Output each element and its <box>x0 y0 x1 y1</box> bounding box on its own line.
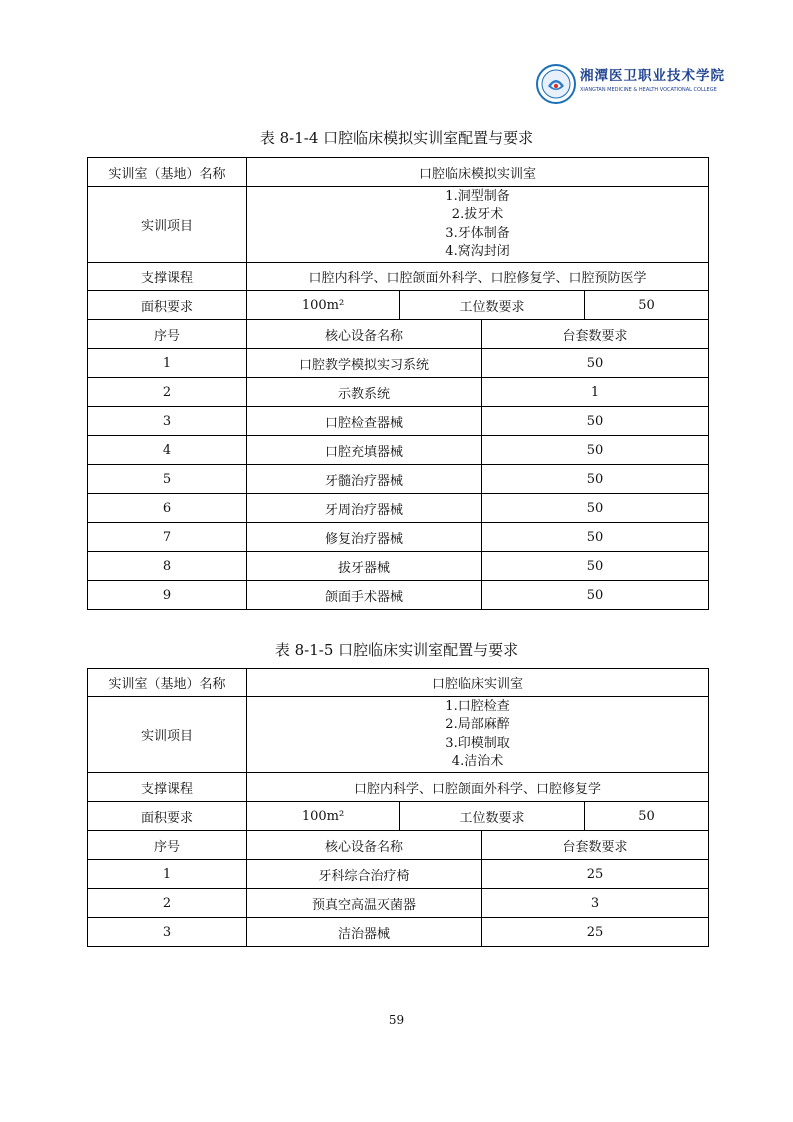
row-equipment: 拔牙器械 <box>247 552 482 581</box>
table-row <box>88 494 709 523</box>
row-quantity: 50 <box>482 494 709 523</box>
training-item: 1.洞型制备 <box>445 188 510 204</box>
college-header <box>580 64 730 93</box>
table-caption: 表 8-1-4 口腔临床模拟实训室配置与要求 <box>259 129 534 147</box>
column-header-quantity: 台套数要求 <box>482 320 709 349</box>
row-quantity: 50 <box>482 552 709 581</box>
row-quantity: 25 <box>482 860 709 889</box>
row-equipment: 牙科综合治疗椅 <box>247 860 482 889</box>
row-equipment: 颌面手术器械 <box>247 581 482 610</box>
college-name: 湘潭医卫职业技术学院 <box>580 68 725 84</box>
college-name-en: XIANGTAN MEDICINE & HEALTH VOCATIONAL COLLEGE <box>580 87 717 93</box>
config-table-clinical-lab <box>87 668 709 947</box>
table-row <box>88 860 709 889</box>
page-number: 59 <box>388 1013 405 1027</box>
row-equipment: 口腔充填器械 <box>247 436 482 465</box>
table-row <box>88 889 709 918</box>
row-seq: 2 <box>88 378 247 407</box>
area-value: 100m² <box>247 802 400 831</box>
table-row <box>88 349 709 378</box>
row-equipment: 洁治器械 <box>247 918 482 947</box>
college-logo-icon <box>536 64 576 104</box>
stations-value: 50 <box>585 291 709 320</box>
training-items-list <box>247 697 709 773</box>
lab-name-label: 实训室（基地）名称 <box>88 669 247 697</box>
table-row <box>88 581 709 610</box>
table-row <box>88 378 709 407</box>
training-items-label: 实训项目 <box>88 697 247 773</box>
stations-label: 工位数要求 <box>400 291 585 320</box>
row-seq: 5 <box>88 465 247 494</box>
lab-name-label: 实训室（基地）名称 <box>88 158 247 187</box>
row-quantity: 50 <box>482 465 709 494</box>
table-row <box>88 407 709 436</box>
table-row <box>88 523 709 552</box>
courses-value: 口腔内科学、口腔颌面外科学、口腔修复学、口腔预防医学 <box>247 263 709 291</box>
table-caption: 表 8-1-5 口腔临床实训室配置与要求 <box>274 641 519 659</box>
training-item: 2.局部麻醉 <box>445 717 510 732</box>
column-header-seq: 序号 <box>88 831 247 860</box>
training-item: 4.窝沟封闭 <box>445 244 510 259</box>
stations-value: 50 <box>585 802 709 831</box>
row-equipment: 修复治疗器械 <box>247 523 482 552</box>
row-quantity: 25 <box>482 918 709 947</box>
row-equipment: 预真空高温灭菌器 <box>247 889 482 918</box>
column-header-quantity: 台套数要求 <box>482 831 709 860</box>
row-equipment: 牙髓治疗器械 <box>247 465 482 494</box>
column-header-equipment: 核心设备名称 <box>247 831 482 860</box>
courses-label: 支撑课程 <box>88 263 247 291</box>
training-items-list <box>247 187 709 263</box>
row-quantity: 50 <box>482 407 709 436</box>
row-seq: 3 <box>88 918 247 947</box>
area-label: 面积要求 <box>88 802 247 831</box>
config-table-simulation-lab <box>87 157 709 610</box>
courses-label: 支撑课程 <box>88 773 247 802</box>
courses-value: 口腔内科学、口腔颌面外科学、口腔修复学 <box>247 773 709 802</box>
lab-name-value: 口腔临床实训室 <box>247 669 709 697</box>
row-seq: 9 <box>88 581 247 610</box>
training-item: 3.印模制取 <box>445 735 510 751</box>
row-quantity: 50 <box>482 349 709 378</box>
row-equipment: 口腔教学模拟实习系统 <box>247 349 482 378</box>
row-seq: 7 <box>88 523 247 552</box>
training-item: 1.口腔检查 <box>445 698 510 714</box>
stations-label: 工位数要求 <box>400 802 585 831</box>
row-equipment: 口腔检查器械 <box>247 407 482 436</box>
row-quantity: 50 <box>482 523 709 552</box>
row-seq: 1 <box>88 349 247 378</box>
area-label: 面积要求 <box>88 291 247 320</box>
row-quantity: 3 <box>482 889 709 918</box>
row-seq: 3 <box>88 407 247 436</box>
column-header-seq: 序号 <box>88 320 247 349</box>
table-row <box>88 465 709 494</box>
training-items-label: 实训项目 <box>88 187 247 263</box>
table-row <box>88 918 709 947</box>
training-item: 3.牙体制备 <box>445 225 510 241</box>
area-value: 100m² <box>247 291 400 320</box>
table-row <box>88 552 709 581</box>
row-quantity: 1 <box>482 378 709 407</box>
row-quantity: 50 <box>482 581 709 610</box>
row-quantity: 50 <box>482 436 709 465</box>
column-header-equipment: 核心设备名称 <box>247 320 482 349</box>
row-seq: 4 <box>88 436 247 465</box>
training-item: 4.洁治术 <box>451 754 504 769</box>
table-row <box>88 436 709 465</box>
row-seq: 1 <box>88 860 247 889</box>
row-seq: 2 <box>88 889 247 918</box>
row-equipment: 牙周治疗器械 <box>247 494 482 523</box>
row-equipment: 示教系统 <box>247 378 482 407</box>
lab-name-value: 口腔临床模拟实训室 <box>247 158 709 187</box>
training-item: 2.拔牙术 <box>451 207 504 222</box>
row-seq: 6 <box>88 494 247 523</box>
row-seq: 8 <box>88 552 247 581</box>
